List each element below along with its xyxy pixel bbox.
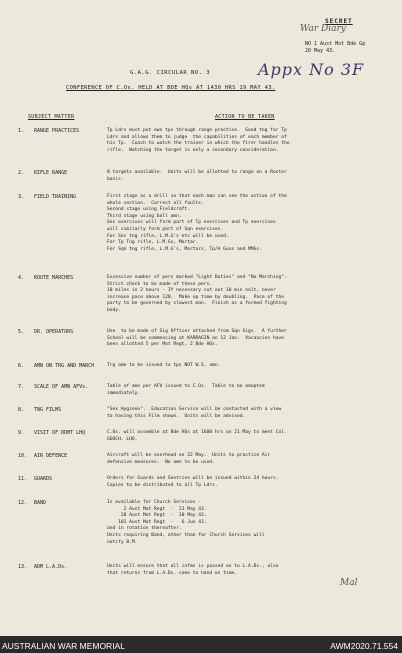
circular-title: G.A.G. CIRCULAR NO. 3 (130, 70, 211, 76)
item-action: "Sex Hygiene". Education Service will be contacted with a view to having this Film shown. Units will be advised. (107, 407, 282, 419)
item-action: Excessive number of pers marked "Light Duties" and "No Marching". Strict check to be made of these pers. 10 miles in 2 hours - If necessary cut out 10 min halt, never increase pace above 120. Make up time by doubling. Pace of the party to be governed by slowest man. Finish as a formed fighting body. (107, 275, 287, 313)
footer-source: AUSTRALIAN WAR MEMORIAL (2, 641, 125, 651)
item-number: 9. (18, 430, 25, 436)
reference-line: NO 1 Aust Mot Bde Gp (305, 41, 366, 47)
handwritten-appendix-ref: Appx No 3F (258, 60, 365, 79)
item-subject: ROUTE MARCHES (34, 275, 74, 281)
item-number: 3. (18, 194, 25, 200)
item-action: Is available for Church Services - 2 Aust Mot Regt - 23 May 43. 28 Aust Mot Regt - 30 May 43. 101 Aust Mot Regt - 6 Jun 43. and in rotation thereafter. Units requiring Band, other than for Church Services will notify B.M. (107, 500, 265, 545)
item-action: Orders for Guards and Sentries will be issued within 24 hours. Copies to be distributed to all Tp Ldrs. (107, 476, 279, 488)
footer-accession-number: AWM2020.71.554 (330, 641, 398, 651)
item-subject: AMN ON TRG AND MARCH (34, 363, 95, 369)
item-action: Aircraft will be overhead on 22 May. Units to practice Air defensive measures. No amn to be used. (107, 453, 271, 465)
handwritten-annotation: War Diary (300, 24, 346, 34)
handwritten-signature: Mal (340, 578, 358, 588)
item-subject: BAND (34, 500, 47, 506)
classification-label: SECRET (325, 18, 353, 25)
item-action: First stage as a drill so that each man can see the action of the whole section. Correct all faults. Second stage using Fieldcraft. Third stage using ball amn. Sec exercises will form part of Tp exercises and Tp exercises will similarly form part of Sqn exercises. For Sec tng rifle, L.M.G's etc will be used. For Tp Tng rifle, L.M.Gs, Mortar. For Sqn tng rifle, L.M.G's, Mortars, Tp/A Guns and MMGs. (107, 194, 287, 252)
item-subject: DR. OPERATORS (34, 329, 74, 335)
reference-block (305, 41, 365, 55)
item-subject: FIELD TRAINING (34, 194, 77, 200)
item-subject: SCALE OF AMN AFVs. (34, 384, 89, 390)
subject-column-header: SUBJECT MATTER (28, 114, 75, 120)
item-number: 4. (18, 275, 25, 281)
item-subject: ADM L.A.Ds. (34, 564, 68, 570)
action-column-header: ACTION TO BE TAKEN (215, 114, 275, 120)
item-number: 1. (18, 128, 25, 134)
item-action: Trg amn to be issued to tps NOT W.S. amn. (107, 363, 221, 368)
item-number: 2. (18, 170, 25, 176)
item-action: Tp Ldrs must put own tps through range practice. Good tng for Tp Ldrs and allows them to judge the capabilities of each member of his Tp. Coach to watch the trainer in which the firer handles the rifle. Watching the target is only a secondary consideration. (107, 128, 290, 153)
item-subject: GUARDS (34, 476, 53, 482)
item-number: 10. (18, 453, 28, 459)
item-number: 7. (18, 384, 25, 390)
item-action: Units will ensure that all infms is passed on to L.A.Ds., also that returns from L.A.Ds. come to hand on time. (107, 564, 279, 576)
item-number: 8. (18, 407, 25, 413)
item-subject: RIFLE RANGE (34, 170, 68, 176)
item-number: 13. (18, 564, 28, 570)
item-action: Use to be made of Sig Officer attached from Sqn Sigs. A further School will be commencing at KARRAGIN on 12 Jan. Vacancies have been allotted 5 per Mot Regt, 2 Bde HQs. (107, 329, 287, 348)
item-number: 6. (18, 363, 25, 369)
reference-date: 20 May 43. (305, 48, 336, 54)
item-action: 8 targets available. Units will be allotted to range on a Roster basis. (107, 170, 287, 182)
item-subject: RANGE PRACTICES (34, 128, 80, 134)
item-subject: VISIT OF DDMT LHQ (34, 430, 86, 436)
conference-title: CONFERENCE OF C.Os. HELD AT BDE HQs AT 1430 HRS 19 MAY 43. (66, 85, 276, 91)
item-number: 5. (18, 329, 25, 335)
item-action: Table of amn per AFV issued to C.Os. Table to be adopted immediately. (107, 384, 265, 396)
item-number: 11. (18, 476, 28, 482)
item-subject: AIR DEFENCE (34, 453, 68, 459)
item-subject: TNG FILMS (34, 407, 62, 413)
item-action: C.Os. will assemble at Bde HQs at 1600 hrs on 21 May to meet Col. GOOCH, LHQ. (107, 430, 287, 442)
item-number: 12. (18, 500, 28, 506)
